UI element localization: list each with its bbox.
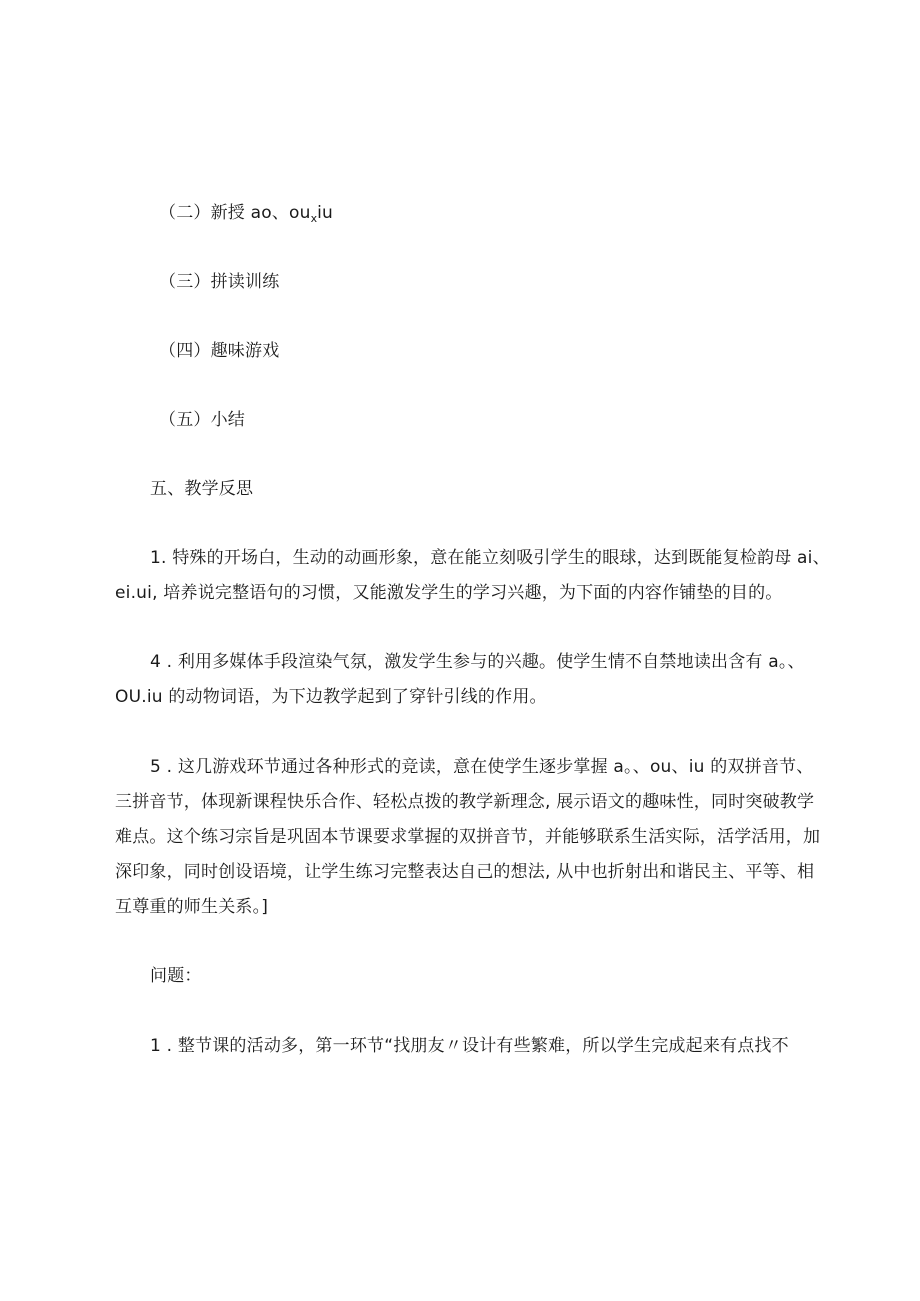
paragraph-line: 1. 特殊的开场白，生动的动画形象，意在能立刻吸引学生的眼球，达到既能复检韵母 ai、 (150, 548, 830, 568)
paragraph-line: 互尊重的师生关系。] (115, 897, 269, 917)
section-2-title (159, 203, 333, 229)
paragraph-line: 难点。这个练习宗旨是巩固本节课要求掌握的双拼音节，并能够联系生活实际，活学活用，加 (115, 827, 821, 847)
section-3-title: （三）拼读训练 (159, 272, 280, 292)
section-2-main: （二）新授 ao、ou (159, 203, 311, 223)
problem-1: 1 . 整节课的活动多，第一环节“找朋友〃设计有些繁难，所以学生完成起来有点找不 (150, 1036, 789, 1056)
section-2-tail: iu (317, 203, 334, 223)
paragraph-line: OU.iu 的动物词语，为下边教学起到了穿针引线的作用。 (115, 687, 547, 707)
reflection-heading: 五、教学反思 (150, 479, 254, 499)
section-5-title: （五）小结 (159, 410, 245, 430)
paragraph-line: 深印象，同时创设语境，让学生练习完整表达自己的想法, 从中也折射出和谐民主、平等、相 (115, 862, 815, 882)
paragraph-line: ei.ui, 培养说完整语句的习惯，又能激发学生的学习兴趣，为下面的内容作铺垫的目的。 (115, 583, 783, 603)
paragraph-line: 三拼音节，体现新课程快乐合作、轻松点拨的教学新理念, 展示语文的趣味性，同时突破教学 (115, 792, 815, 812)
paragraph-line: 5 . 这几游戏环节通过各种形式的竞读，意在使学生逐步掌握 a。、ou、iu 的双拼音节、 (150, 757, 814, 777)
problems-heading: 问题： (150, 966, 202, 986)
section-2-subscript: x (310, 212, 318, 225)
paragraph-line: 4 . 利用多媒体手段渲染气氛，激发学生参与的兴趣。使学生情不自禁地读出含有 a。、 (150, 652, 805, 672)
section-4-title: （四）趣味游戏 (159, 341, 280, 361)
